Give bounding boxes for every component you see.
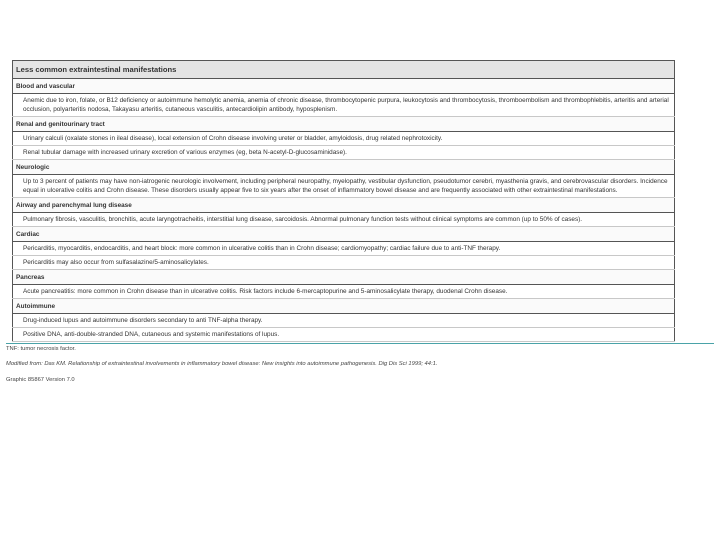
manifestation-entry: Urinary calculi (oxalate stones in ileal disease), local extension of Crohn disease involving ureter or bladder, amyloidosis, drug related nephrotoxicity. bbox=[13, 132, 675, 146]
manifestation-entry: Pericarditis may also occur from sulfasalazine/5-aminosalicylates. bbox=[13, 256, 675, 270]
table-title-row bbox=[13, 61, 675, 79]
figure-footer bbox=[6, 343, 714, 385]
section-row bbox=[13, 117, 675, 132]
table-row bbox=[13, 213, 675, 227]
manifestation-entry: Drug-induced lupus and autoimmune disorders secondary to anti TNF-alpha therapy. bbox=[13, 314, 675, 328]
table-row bbox=[13, 242, 675, 256]
manifestations-table bbox=[12, 60, 675, 342]
table-title: Less common extraintestinal manifestations bbox=[13, 61, 675, 79]
section-row bbox=[13, 198, 675, 213]
section-row bbox=[13, 227, 675, 242]
table-row bbox=[13, 256, 675, 270]
table-row bbox=[13, 132, 675, 146]
section-row bbox=[13, 299, 675, 314]
section-heading: Autoimmune bbox=[13, 299, 675, 314]
table-row bbox=[13, 314, 675, 328]
manifestation-entry: Up to 3 percent of patients may have non-iatrogenic neurologic involvement, including peripheral neuropathy, myelopathy, vestibular dysfunction, pseudotumor cerebri, myasthenia gravis, and cerebrovascular disorders. Incidence equal in ulcerative colitis and Crohn disease. These disorders usually appear five to six years after the onset of inflammatory bowel disease and are frequently associated with other extraintestinal manifestations. bbox=[13, 175, 675, 198]
table-row bbox=[13, 94, 675, 117]
abbreviation-note: TNF: tumor necrosis factor. bbox=[6, 343, 714, 354]
section-row bbox=[13, 79, 675, 94]
graphic-version: Graphic 85867 Version 7.0 bbox=[6, 377, 75, 383]
table-row bbox=[13, 146, 675, 160]
table-row bbox=[13, 285, 675, 299]
section-heading: Airway and parenchymal lung disease bbox=[13, 198, 675, 213]
section-heading: Cardiac bbox=[13, 227, 675, 242]
section-row bbox=[13, 270, 675, 285]
manifestation-entry: Acute pancreatitis: more common in Crohn disease than in ulcerative colitis. Risk factors include 6-mercaptopurine and 5-aminosalicylate therapy, duodenal Crohn disease. bbox=[13, 285, 675, 299]
figure-graphic bbox=[6, 60, 714, 385]
manifestation-entry: Renal tubular damage with increased urinary excretion of various enzymes (eg, beta N-acetyl-D-glucosaminidase). bbox=[13, 146, 675, 160]
manifestation-entry: Positive DNA, anti-double-stranded DNA, cutaneous and systemic manifestations of lupus. bbox=[13, 328, 675, 342]
table-row bbox=[13, 175, 675, 198]
manifestation-entry: Pericarditis, myocarditis, endocarditis, and heart block: more common in ulcerative colitis than in Crohn disease; cardiomyopathy; cardiac failure due to anti-TNF therapy. bbox=[13, 242, 675, 256]
section-heading: Neurologic bbox=[13, 160, 675, 175]
section-heading: Blood and vascular bbox=[13, 79, 675, 94]
manifestation-entry: Anemic due to iron, folate, or B12 deficiency or autoimmune hemolytic anemia, anemia of chronic disease, thrombocytopenic purpura, leukocytosis and thrombocytosis, thromboembolism and thrombophlebitis, arteritis and arterial occlusion, polyarteritis nodosa, Takayasu arteritis, cutaneous vasculitis, antecardiolipin antibody, hyposplenism. bbox=[13, 94, 675, 117]
section-row bbox=[13, 160, 675, 175]
section-heading: Pancreas bbox=[13, 270, 675, 285]
manifestation-entry: Pulmonary fibrosis, vasculitis, bronchitis, acute laryngotracheitis, interstitial lung disease, sarcoidosis. Abnormal pulmonary function tests without clinical symptoms are common (up to 50% of cases). bbox=[13, 213, 675, 227]
table-row bbox=[13, 328, 675, 342]
section-heading: Renal and genitourinary tract bbox=[13, 117, 675, 132]
source-citation: Modified from: Das KM. Relationship of extraintestinal involvements in inflammatory bowel disease: New insights into autoimmune pathogenesis. Dig Dis Sci 1999; 44:1. bbox=[6, 361, 438, 367]
